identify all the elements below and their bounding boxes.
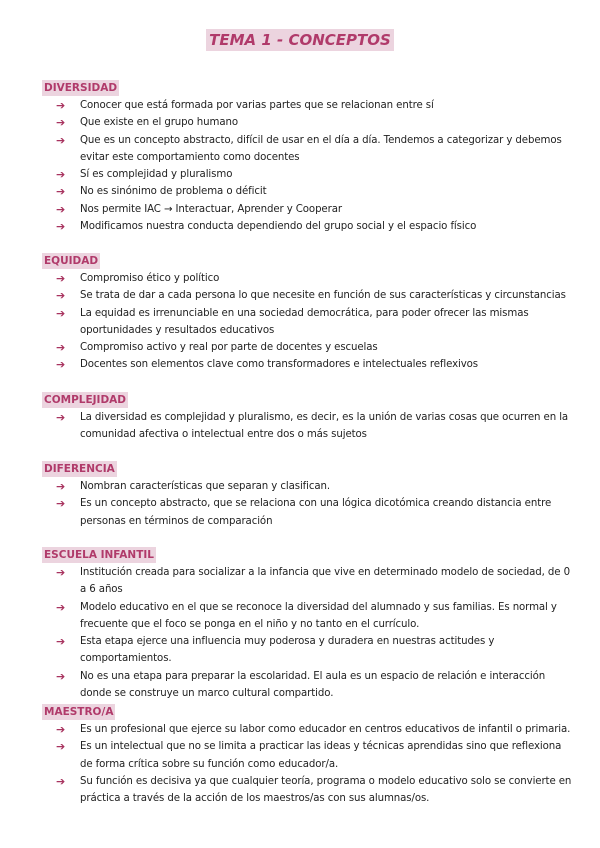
list-item [42, 564, 572, 599]
arrow-icon: ➔ [56, 202, 66, 216]
section-heading: MAESTRO/A [44, 706, 114, 718]
list-item [42, 721, 572, 738]
list-item [42, 287, 572, 304]
item-list [42, 721, 572, 807]
item-text: Sí es complejidad y pluralismo [80, 169, 233, 181]
item-list [42, 270, 572, 374]
arrow-icon: ➔ [56, 635, 66, 649]
item-text: Nombran características que separan y clasifican. [80, 481, 331, 492]
arrow-icon: ➔ [56, 723, 66, 736]
section-heading: DIVERSIDAD [44, 82, 118, 94]
item-text: Esta etapa ejerce una influencia muy poderosa y duradera en nuestras actitudes y comportamientos. [80, 636, 495, 665]
arrow-icon: ➔ [56, 600, 66, 614]
list-item [42, 132, 572, 167]
item-text: Que es un concepto abstracto, difícil de usar en el día a día. Tendemos a categorizar y debemos evitar este comportamiento como docentes [80, 134, 562, 163]
list-item [42, 495, 572, 530]
list-item [42, 270, 572, 287]
list-item [42, 409, 572, 444]
arrow-icon: ➔ [56, 99, 66, 112]
arrow-icon: ➔ [56, 289, 66, 303]
section-complejidad [42, 388, 572, 444]
arrow-icon: ➔ [56, 341, 66, 355]
section-diversidad [42, 76, 572, 235]
item-text: Docentes son elementos clave como transformadores e intelectuales reflexivos [80, 359, 478, 371]
item-text: Nos permite IAC → Interactuar, Aprender y Cooperar [80, 203, 342, 215]
section-maestro [42, 700, 572, 807]
list-item [42, 218, 572, 235]
section-heading: COMPLEJIDAD [44, 394, 127, 406]
item-text: Es un profesional que ejerce su labor como educador en centros educativos de infantil o primaria. [80, 724, 571, 735]
item-list [42, 409, 572, 444]
item-list [42, 478, 572, 530]
item-text: Se trata de dar a cada persona lo que necesite en función de sus características y circunstancias [80, 290, 566, 302]
item-text: No es una etapa para preparar la escolaridad. El aula es un espacio de relación e interacción donde se construye un marco cultural compartido. [80, 670, 546, 700]
item-text: No es sinónimo de problema o déficit [80, 186, 267, 198]
item-text: Modelo educativo en el que se reconoce la diversidad del alumnado y sus familias. Es normal y frecuente que el foco se ponga en el niño y no tanto en el currículo. [80, 601, 557, 630]
item-list [42, 564, 572, 702]
item-text: La diversidad es complejidad y pluralismo, es decir, es la unión de varias cosas que ocurren en la comunidad afectiva o intelectual entre dos o más sujetos [80, 412, 569, 441]
list-item [42, 599, 572, 634]
list-item [42, 356, 572, 373]
section-equidad [42, 249, 572, 374]
arrow-icon: ➔ [56, 272, 66, 285]
arrow-icon: ➔ [56, 185, 66, 199]
section-heading: EQUIDAD [44, 255, 99, 267]
section-heading: ESCUELA INFANTIL [44, 549, 154, 561]
item-text: Es un intelectual que no se limita a practicar las ideas y técnicas aprendidas sino que reflexiona de forma crítica sobre su función como educador/a. [80, 741, 562, 770]
list-item [42, 183, 572, 200]
item-text: Modificamos nuestra conducta dependiendo del grupo social y el espacio físico [80, 221, 477, 233]
arrow-icon: ➔ [56, 411, 66, 424]
item-text: Es un concepto abstracto, que se relaciona con una lógica dicotómica creando distancia entre personas en términos de comparación [80, 498, 552, 527]
list-item [42, 339, 572, 356]
title-wrapper [0, 29, 600, 51]
list-item [42, 305, 572, 340]
arrow-icon: ➔ [56, 480, 66, 493]
list-item [42, 773, 572, 808]
item-text: La equidad es irrenunciable en una sociedad democrática, para poder ofrecer las mismas oportunidades y resultados educativos [80, 307, 529, 336]
arrow-icon: ➔ [56, 497, 66, 511]
item-text: Institución creada para socializar a la infancia que vive en determinado modelo de sociedad, de 0 a 6 años [80, 567, 570, 596]
list-item [42, 738, 572, 773]
arrow-icon: ➔ [56, 306, 66, 320]
item-text: Compromiso ético y político [80, 273, 220, 284]
item-text: Compromiso activo y real por parte de docentes y escuelas [80, 342, 378, 354]
list-item [42, 668, 572, 703]
list-item [42, 633, 572, 668]
arrow-icon: ➔ [56, 133, 66, 147]
page-title: TEMA 1 - CONCEPTOS [206, 29, 394, 51]
item-text: Conocer que está formada por varias partes que se relacionan entre sí [80, 100, 434, 111]
item-text: Que existe en el grupo humano [80, 117, 238, 129]
item-text: Su función es decisiva ya que cualquier teoría, programa o modelo educativo solo se convierte en práctica a través de la acción de los maestros/as con sus alumnas/os. [80, 775, 572, 805]
arrow-icon: ➔ [56, 774, 66, 788]
arrow-icon: ➔ [56, 358, 66, 372]
section-diferencia [42, 457, 572, 530]
list-item [42, 114, 572, 131]
item-list [42, 97, 572, 235]
list-item [42, 478, 572, 495]
section-escuela-infantil [42, 543, 572, 702]
list-item [42, 201, 572, 218]
arrow-icon: ➔ [56, 168, 66, 182]
arrow-icon: ➔ [56, 116, 66, 130]
section-heading: DIFERENCIA [44, 463, 115, 475]
list-item [42, 166, 572, 183]
arrow-icon: ➔ [56, 220, 66, 234]
arrow-icon: ➔ [56, 669, 66, 683]
arrow-icon: ➔ [56, 566, 66, 579]
arrow-icon: ➔ [56, 740, 66, 754]
list-item [42, 97, 572, 114]
